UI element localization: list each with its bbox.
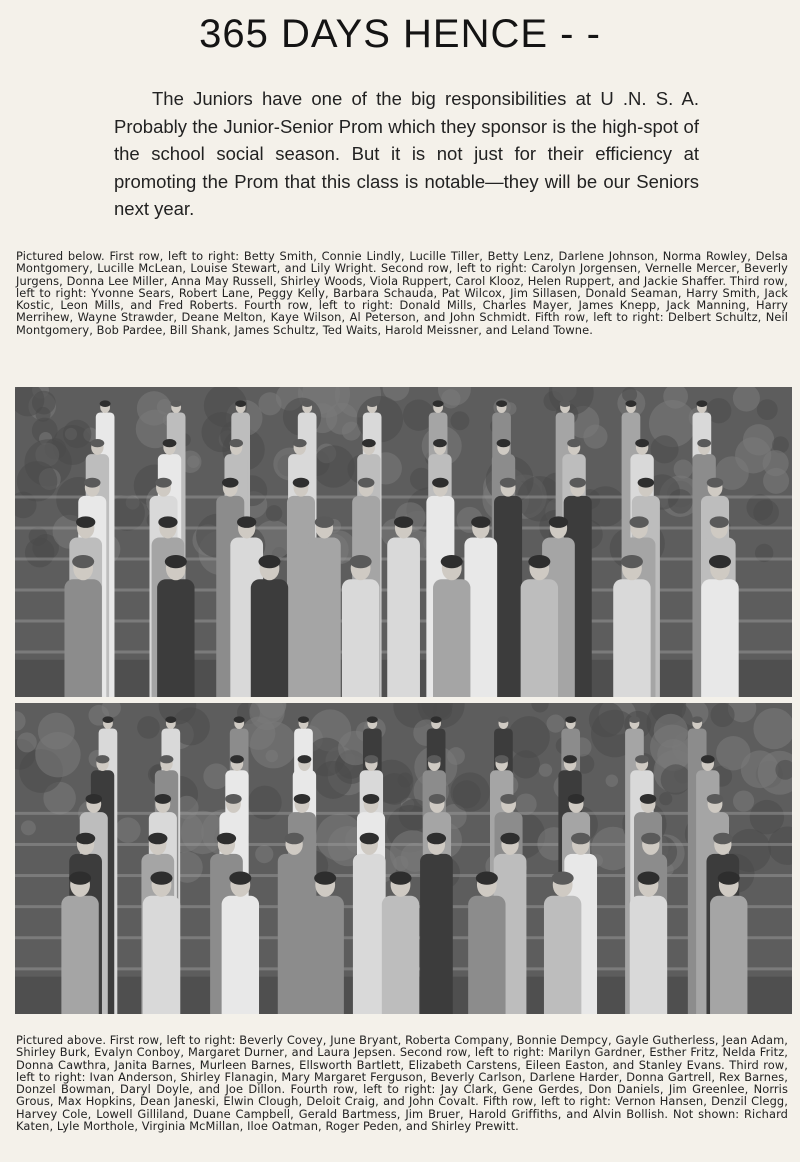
class-photo-bottom — [15, 703, 792, 1014]
person-figure — [308, 516, 341, 697]
caption-top: Pictured below. First row, left to right: Betty Smith, Connie Lindly, Lucille Tiller, Betty Lenz, Darlene Johnson, Norma Rowley, Delsa Montgomery, Lucille McLean, Louise Stewart, and Lily Wright. Second row, left to right: Carolyn Jorgensen, Vernelle Mercer, Beverly Jurgens, Donna Lee Miller, Anna May Russell, Shirley Woods, Viola Ruppert, Carol Klooz, Helen Ruppert, and Jackie Shaffer. Third row, left to right: Yvonne Sears, Robert Lane, Peggy Kelly, Barbara Schauda, Pat Wilcox, Jim Sillasen, Donald Seaman, Harry Smith, Jack Kostic, Leon Mills, and Fred Roberts. Fourth row, left to right: Donald Mills, Charles Mayer, James Knepp, Jack Manning, Harry Merrihew, Wayne Strawder, Deane Melton, Kaye Wilson, Al Peterson, and John Schmidt. Fifth row, left to right: Delbert Schultz, Neil Montgomery, Bob Pardee, Bill Shank, James Schultz, Ted Waits, Harold Meissner, and Leland Towne. — [16, 249, 788, 337]
person-figure — [353, 833, 386, 1014]
person-figure — [278, 833, 311, 1014]
class-photo-top — [15, 387, 792, 697]
person-figure — [494, 478, 522, 697]
person-figure — [420, 833, 453, 1014]
person-figure — [387, 516, 420, 697]
caption-bottom: Pictured above. First row, left to right: Beverly Covey, June Bryant, Roberta Company, Bonnie Dempcy, Gayle Gutherless, Jean Adam, Shirley Burk, Evalyn Conboy, Margaret Durner, and Laura Jepsen. Second row, left to right: Marilyn Gardner, Esther Fritz, Nelda Fritz, Donna Cawthra, Janita Barnes, Murleen Barnes, Ellsworth Bartlett, Elizabeth Carstens, Eileen Easton, and Stanley Evans. Third row, left to right: Ivan Anderson, Shirley Flanagin, Mary Margaret Ferguson, Beverly Carlson, Darlene Harder, Donna Gartrell, Rex Barnes, Donzel Bowman, Daryl Doyle, and Joe Dillon. Fourth row, left to right: Jay Clark, Gene Gerdes, Don Daniels, Jim Greenlee, Norris Grous, Max Hopkins, Dean Janeski, Elwin Clough, Deloit Craig, and John Covalt. Fifth row, left to right: Vernon Hansen, Denzil Clegg, Harvey Cole, Lowell Gilliland, Duane Campbell, Gerald Bartmess, Jim Bruer, Harold Griffiths, and Alvin Bollish. Not shown: Richard Katen, Lyle Morthole, Virginia McMillan, Iloe Oatman, Roger Peden, and Shirley Prewitt. — [16, 1033, 789, 1134]
page-title: 365 DAYS HENCE - - — [199, 12, 601, 56]
intro-paragraph: The Juniors have one of the big responsibilities at U .N. S. A. Probably the Junior-Senior Prom which they sponsor is the high-spot of the school social season. But it is not just for their efficiency at promoting the Prom that this class is notable—they will be our Seniors next year. — [114, 88, 699, 219]
